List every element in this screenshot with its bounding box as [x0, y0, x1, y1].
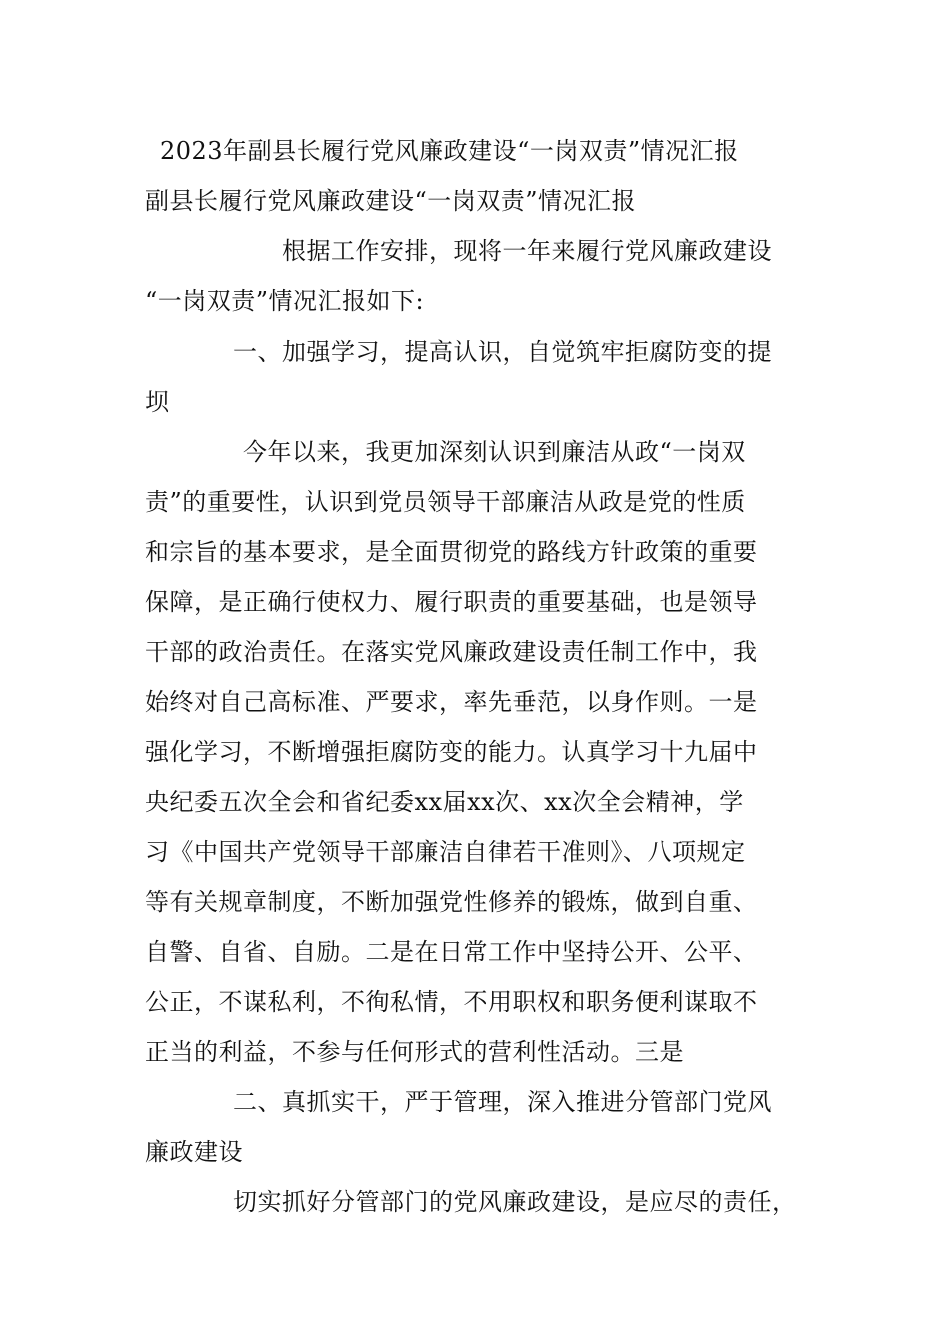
section1-body-line-7: 强化学习，不断增强拒腐防变的能力。认真学习十九届中	[145, 738, 758, 766]
section1-heading-line-2: 坝	[145, 388, 170, 416]
section2-heading-line-1: 二、真抓实干，严于管理，深入推进分管部门党风	[233, 1088, 772, 1116]
section1-heading-line-1: 一、加强学习，提高认识，自觉筑牢拒腐防变的提	[233, 338, 772, 366]
section1-body-line-13: 正当的利益，不参与任何形式的营利性活动。三是	[145, 1038, 684, 1066]
document-subtitle: 副县长履行党风廉政建设“一岗双责”情况汇报	[145, 187, 637, 215]
document-title: 2023年副县长履行党风廉政建设“一岗双责”情况汇报	[160, 137, 739, 165]
section1-body-line-1: 今年以来，我更加深刻认识到廉洁从政“一岗双	[243, 438, 746, 466]
section1-body-line-2: 责”的重要性，认识到党员领导干部廉洁从政是党的性质	[145, 488, 746, 516]
section1-body-line-10: 等有关规章制度，不断加强党性修养的锻炼，做到自重、	[145, 888, 758, 916]
section1-body-line-4: 保障，是正确行使权力、履行职责的重要基础，也是领导	[145, 588, 758, 616]
section1-body-line-9: 习《中国共产党领导干部廉洁自律若干准则》、八项规定	[145, 838, 746, 866]
section1-body-line-5: 干部的政治责任。在落实党风廉政建设责任制工作中，我	[145, 638, 758, 666]
section1-body-line-11: 自警、自省、自励。二是在日常工作中坚持公开、公平、	[145, 938, 758, 966]
section1-body-line-12: 公正，不谋私利，不徇私情，不用职权和职务便利谋取不	[145, 988, 758, 1016]
section1-body-line-8: 央纪委五次全会和省纪委xx届xx次、xx次全会精神，学	[145, 788, 744, 816]
section1-body-line-6: 始终对自己高标准、严要求，率先垂范，以身作则。一是	[145, 688, 758, 716]
section2-body-line-1: 切实抓好分管部门的党风廉政建设，是应尽的责任，	[233, 1188, 797, 1216]
section2-heading-line-2: 廉政建设	[145, 1138, 243, 1166]
intro-line-2: “一岗双责”情况汇报如下:	[145, 287, 425, 315]
intro-line-1: 根据工作安排，现将一年来履行党风廉政建设	[282, 237, 772, 265]
section1-body-line-3: 和宗旨的基本要求，是全面贯彻党的路线方针政策的重要	[145, 538, 758, 566]
